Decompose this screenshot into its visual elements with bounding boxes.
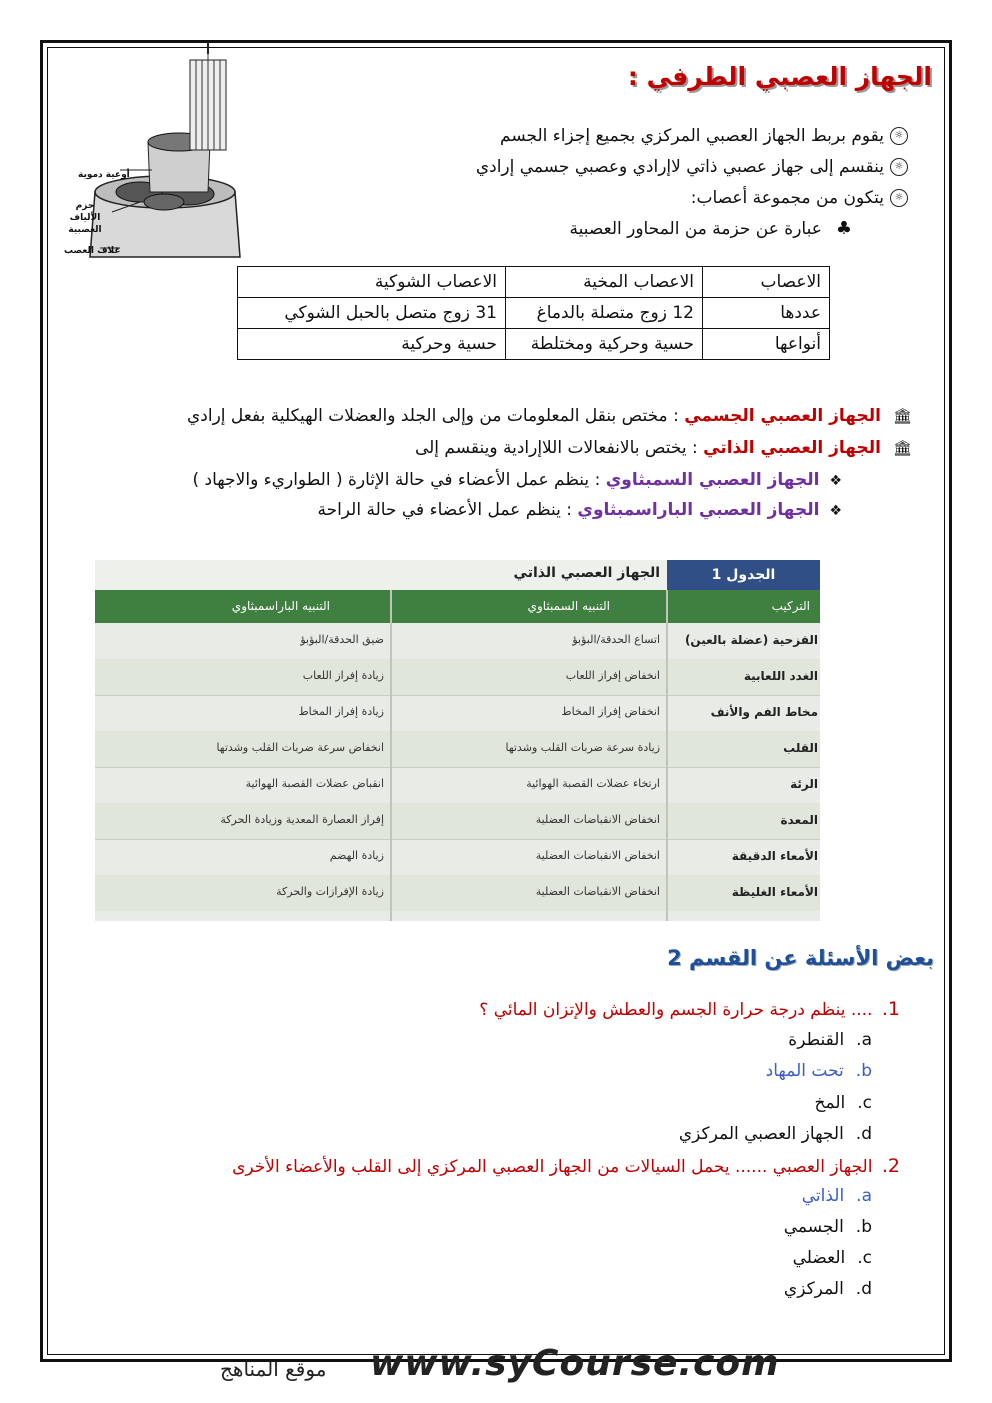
question-2-option-d[interactable]: d.المركزي bbox=[783, 1279, 872, 1299]
nerve-cross-section-illustration bbox=[60, 42, 270, 272]
ring-bullet-icon: ☼ bbox=[890, 189, 908, 207]
diagram-label-bundles: حزم الألياف العصبية bbox=[68, 201, 102, 235]
table-row bbox=[95, 695, 820, 732]
parasympathetic-line: ❖الجهاز العصبي الباراسمبثاوي : ينظم عمل الأعضاء في حالة الراحة bbox=[317, 500, 842, 520]
sympathetic-cell: انخفاض الانقباضات العضلية bbox=[535, 849, 660, 862]
question-2-option-c[interactable]: c.العضلي bbox=[792, 1248, 872, 1268]
footer bbox=[220, 1345, 780, 1395]
question-1-option-d[interactable]: d.الجهاز العصبي المركزي bbox=[678, 1124, 872, 1144]
intro-point: ☼يقوم بربط الجهاز العصبي المركزي بجميع إجزاء الجسم bbox=[500, 126, 908, 146]
diagram-label-vessels: أوعية دموية bbox=[78, 170, 130, 180]
table-header-cell: الاعصاب الشوكية bbox=[238, 267, 506, 298]
table-row bbox=[238, 267, 830, 298]
photo-header-cell: التنبيه السمبثاوي bbox=[527, 599, 610, 613]
table-cell: حسية وحركية bbox=[238, 329, 506, 360]
diamond-bullet-icon: ❖ bbox=[829, 473, 842, 489]
organ-cell: الأمعاء الدقيقة bbox=[731, 849, 818, 863]
question-2: 2. الجهاز العصبي ...... يحمل السيالات من الجهاز العصبي المركزي إلى القلب والأعضاء الأخرى bbox=[232, 1155, 900, 1177]
table-row bbox=[95, 623, 820, 660]
nerve-diagram bbox=[60, 42, 270, 272]
photo-header-cell: التنبيه الباراسمبثاوي bbox=[231, 599, 330, 613]
table-row bbox=[95, 767, 820, 804]
photo-column-divider bbox=[666, 590, 668, 921]
sympathetic-cell: ارتخاء عضلات القصبة الهوائية bbox=[526, 777, 660, 790]
sympathetic-cell: انخفاض الانقباضات العضلية bbox=[535, 813, 660, 826]
organ-cell: مخاط الفم والأنف bbox=[710, 705, 818, 719]
photo-table-body bbox=[95, 623, 820, 921]
ring-bullet-icon: ☼ bbox=[890, 127, 908, 145]
table-row bbox=[95, 659, 820, 696]
questions-heading: بعض الأسئلة عن القسم 2 bbox=[667, 946, 934, 970]
intro-point: ☼يتكون من مجموعة أعصاب: bbox=[691, 188, 908, 208]
autonomic-system-line: 🏛الجهاز العصبي الذاتي : يختص بالانفعالات اللاإرادية وينقسم إلى bbox=[414, 438, 912, 458]
parasympathetic-cell: زيادة الإفرازات والحركة bbox=[276, 885, 384, 898]
parasympathetic-cell: انخفاض سرعة ضربات القلب وشدتها bbox=[216, 741, 384, 754]
intro-point: ☼ينقسم إلى جهاز عصبي ذاتي لاإرادي وعصبي جسمي إرادي bbox=[476, 157, 908, 177]
organ-cell: القلب bbox=[783, 741, 818, 755]
organ-cell: الرئة bbox=[790, 777, 818, 791]
parasympathetic-cell: زيادة إفراز اللعاب bbox=[302, 669, 384, 682]
ring-bullet-icon: ☼ bbox=[890, 158, 908, 176]
building-bullet-icon: 🏛 bbox=[892, 407, 912, 425]
photo-table-header bbox=[95, 590, 820, 623]
organ-cell: الغدد اللعابية bbox=[743, 669, 818, 683]
question-2-option-b[interactable]: b.الجسمي bbox=[783, 1217, 872, 1237]
table-cell: حسية وحركية ومختلطة bbox=[506, 329, 703, 360]
sympathetic-cell: انخفاض الانقباضات العضلية bbox=[535, 885, 660, 898]
sympathetic-line: ❖الجهاز العصبي السمبثاوي : ينظم عمل الأعضاء في حالة الإثارة ( الطواريء والاجهاد ) bbox=[192, 470, 842, 490]
parasympathetic-cell: زيادة إفراز المخاط bbox=[298, 705, 384, 718]
table-header-cell: الاعصاب المخية bbox=[506, 267, 703, 298]
table-row bbox=[95, 731, 820, 768]
nerves-table bbox=[237, 266, 830, 360]
table-row bbox=[238, 298, 830, 329]
club-bullet-icon: ♣ bbox=[835, 218, 852, 239]
photo-header-cell: التركيب bbox=[771, 599, 810, 613]
footer-url[interactable]: www.syCourse.com bbox=[370, 1343, 780, 1384]
diagram-label-sheath: غلاف العصب bbox=[64, 246, 121, 256]
table-cell: 31 زوج متصل بالحبل الشوكي bbox=[238, 298, 506, 329]
sympathetic-cell: اتساع الحدقة/البؤبؤ bbox=[572, 633, 660, 646]
question-1-option-a[interactable]: a.القنطرة bbox=[788, 1030, 872, 1050]
organ-cell: القزحية (عضلة بالعين) bbox=[684, 633, 818, 647]
photo-table-badge: الجدول 1 bbox=[667, 560, 820, 590]
question-1-option-c[interactable]: c.المخ bbox=[814, 1093, 872, 1113]
photo-column-divider bbox=[390, 590, 392, 921]
building-bullet-icon: 🏛 bbox=[892, 439, 912, 457]
question-2-option-a[interactable]: a.الذاتي bbox=[801, 1186, 872, 1206]
table-row bbox=[95, 803, 820, 840]
parasympathetic-cell: ضيق الحدقة/البؤبؤ bbox=[300, 633, 384, 646]
autonomic-table-photo bbox=[95, 560, 820, 921]
table-cell: عددها bbox=[703, 298, 830, 329]
parasympathetic-cell: زيادة الهضم bbox=[329, 849, 384, 862]
diamond-bullet-icon: ❖ bbox=[829, 503, 842, 519]
section-title: الجهاز العصبي الطرفي : bbox=[627, 62, 932, 91]
parasympathetic-cell: انقباض عضلات القصبة الهوائية bbox=[245, 777, 384, 790]
organ-cell: الأمعاء الغليظة bbox=[731, 885, 818, 899]
parasympathetic-cell: إفراز العصارة المعدية وزيادة الحركة bbox=[220, 813, 384, 826]
footer-site-name: موقع المناهج bbox=[220, 1357, 327, 1381]
question-1: 1. .... ينظم درجة حرارة الجسم والعطش والإتزان المائي ؟ bbox=[479, 998, 900, 1020]
table-row bbox=[95, 875, 820, 911]
table-header-cell: الاعصاب bbox=[703, 267, 830, 298]
organ-cell: المعدة bbox=[780, 813, 818, 827]
sympathetic-cell: انخفاض إفراز اللعاب bbox=[565, 669, 660, 682]
intro-sub-point: ♣عبارة عن حزمة من المحاور العصبية bbox=[569, 218, 852, 239]
table-row bbox=[95, 839, 820, 876]
sympathetic-cell: زيادة سرعة ضربات القلب وشدتها bbox=[505, 741, 660, 754]
table-row bbox=[238, 329, 830, 360]
table-cell: أنواعها bbox=[703, 329, 830, 360]
question-1-option-b[interactable]: b.تحت المهاد bbox=[765, 1061, 872, 1081]
photo-table-title: الجهاز العصبي الذاتي bbox=[513, 565, 660, 581]
table-cell: 12 زوج متصلة بالدماغ bbox=[506, 298, 703, 329]
somatic-system-line: 🏛الجهاز العصبي الجسمي : مختص بنقل المعلومات من وإلى الجلد والعضلات الهيكلية بفعل إرادي bbox=[187, 406, 912, 426]
sympathetic-cell: انخفاض إفراز المخاط bbox=[561, 705, 660, 718]
